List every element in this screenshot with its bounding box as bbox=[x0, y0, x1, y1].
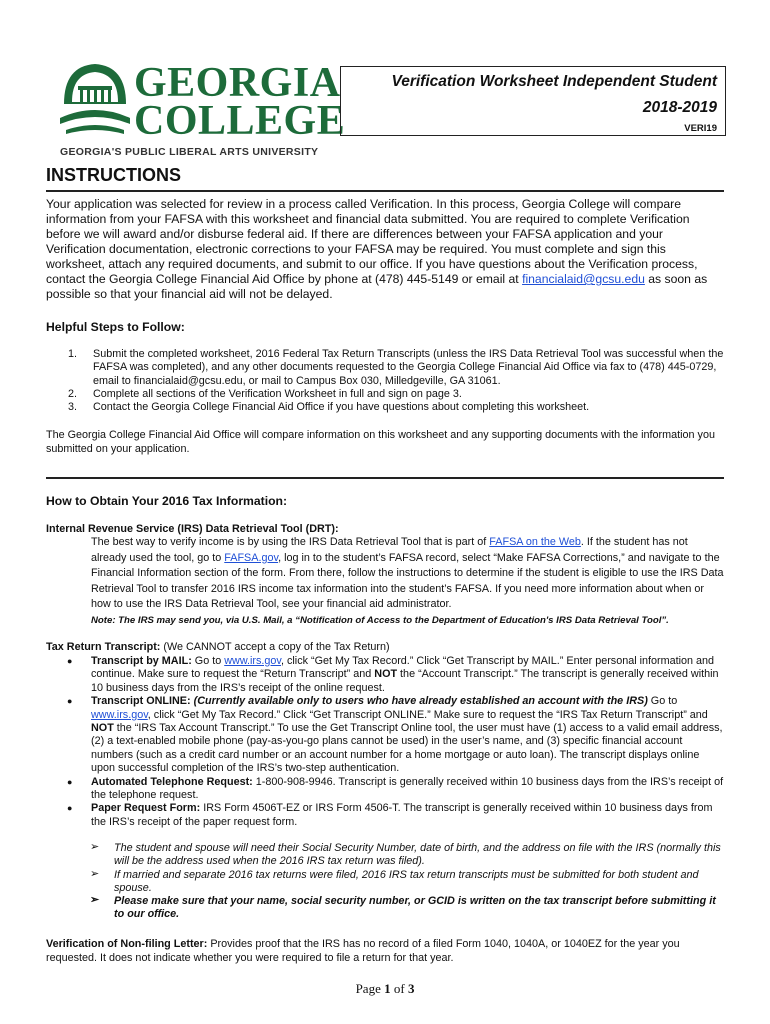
helpful-steps-heading: Helpful Steps to Follow: bbox=[46, 320, 185, 334]
arrow-bullet-icon: ➢ bbox=[90, 894, 100, 907]
arrow-bullet-icon: ➢ bbox=[90, 867, 100, 880]
nonfiling-text: Provides proof that the IRS has no record of a filed Form 1040, 1040A, or 1040EZ for the year you requested. It does not indicate whether you were required to file a return for that year. bbox=[46, 938, 680, 964]
financial-aid-email-link[interactable]: financialaid@gcsu.edu bbox=[522, 272, 645, 286]
nonfiling-paragraph bbox=[46, 937, 724, 965]
step-text: Submit the completed worksheet, 2016 Federal Tax Return Transcripts (unless the IRS Data Retrieval Tool was successful when the FAFSA was completed), and any other documents requested to the Georgia College Financial Aid Office via fax to (478) 445-0729, email to financialaid@gcsu.edu, or mail to Campus Box 030, Milledgeville, GA 31061. bbox=[93, 348, 724, 387]
transcript-heading: Tax Return Transcript: bbox=[46, 641, 161, 653]
fafsa-on-the-web-link[interactable]: FAFSA on the Web bbox=[489, 536, 581, 548]
form-code: VERI19 bbox=[684, 123, 717, 134]
list-item bbox=[46, 388, 726, 401]
step-number: 1. bbox=[68, 348, 78, 360]
list-item bbox=[46, 802, 726, 829]
bullet-text: 1-800-908-9946. Transcript is generally received within 10 business days from the IRS’s receipt of the telephone request. bbox=[91, 775, 724, 802]
bullet-text: , click “Get My Tax Record.” Click “Get Transcript ONLINE.” Make sure to request the “IRS Tax Return Transcript” and bbox=[147, 708, 708, 721]
list-item bbox=[46, 655, 726, 695]
bullet-text: the “Account Transcript.” The transcript is generally received within 10 business days from the IRS’s receipt of the online request. bbox=[91, 668, 719, 694]
step-text: Complete all sections of the Verification Worksheet in full and sign on page 3. bbox=[93, 387, 462, 400]
arrow-bullet-icon: ➢ bbox=[90, 841, 100, 853]
irs-gov-link[interactable]: www.irs.gov bbox=[91, 708, 148, 721]
tax-info-heading: How to Obtain Your 2016 Tax Information: bbox=[46, 494, 288, 508]
logo-tagline: GEORGIA'S PUBLIC LIBERAL ARTS UNIVERSITY bbox=[60, 146, 319, 158]
logo-line-2: COLLEGE bbox=[134, 98, 346, 144]
note-text: The student and spouse will need their Social Security Number, date of birth, and the address on file with the IRS (normally this will be the address used when the 2016 IRS tax return was filed). bbox=[114, 842, 721, 868]
bullet-icon: ● bbox=[67, 696, 73, 707]
page-of: of bbox=[390, 981, 408, 996]
transcript-subheading: (We CANNOT accept a copy of the Tax Return) bbox=[163, 641, 390, 653]
logo-line-1: GEORGIA bbox=[134, 60, 341, 106]
drt-heading: Internal Revenue Service (IRS) Data Retrieval Tool (DRT): bbox=[46, 523, 339, 535]
bullet-icon: ● bbox=[67, 656, 73, 666]
transcript-notes-list bbox=[46, 842, 726, 922]
list-item bbox=[46, 842, 726, 869]
step-number: 3. bbox=[68, 401, 78, 414]
instructions-heading: INSTRUCTIONS bbox=[46, 165, 181, 185]
drt-text-2: . If the student has not already used the tool, go to bbox=[91, 536, 688, 564]
worksheet-title: Verification Worksheet Independent Student bbox=[391, 73, 717, 90]
bullet-emphasis: NOT bbox=[91, 722, 114, 735]
bullet-icon: ● bbox=[67, 776, 73, 787]
worksheet-title-box bbox=[340, 66, 726, 136]
instructions-intro bbox=[46, 197, 724, 302]
drt-note: Note: The IRS may send you, via U.S. Mail, a “Notification of Access to the Department of Education's IRS Data Retrieval Tool”. bbox=[91, 615, 669, 626]
nonfiling-label: Verification of Non-filing Letter: bbox=[46, 938, 208, 950]
drt-text-3: , log in to the student’s FAFSA record, select “Make FAFSA Corrections,” and navigate to the Financial Information section of the form. From there, follow the instructions to determine if the student is eligible to use the IRS Data Retrieval Tool to transfer 2016 IRS income tax information into the student’s FAFSA. If you need more information about when or how to use the IRS Data Retrieval Tool, see your financial aid administrator. bbox=[91, 551, 724, 611]
bullet-label: Transcript by MAIL: bbox=[91, 655, 192, 667]
bullet-text: Go to bbox=[191, 655, 225, 667]
section-divider bbox=[46, 477, 724, 479]
list-item bbox=[46, 348, 726, 388]
intro-text: Your application was selected for review in a process called Verification. In this process, Georgia College will compare information from your FAFSA with this worksheet and financial data submitted. You are required to complete Verification before we will award and/or disburse federal aid. If there are differences between your FAFSA application and your Verification documentation, electronic corrections to your FAFSA may be required. You must complete and sign this worksheet, attach any required documents, and submit to our office. If you have questions about the Verification process, contact the Georgia College Financial Aid Office by phone at (478) 445-5149 or email at bbox=[46, 197, 698, 286]
fafsa-gov-link[interactable]: FAFSA.gov bbox=[224, 551, 279, 564]
page-number bbox=[0, 981, 770, 997]
bullet-icon: ● bbox=[67, 803, 73, 814]
building-emblem-icon bbox=[58, 58, 132, 138]
helpful-steps-list bbox=[46, 348, 726, 414]
transcript-heading-line bbox=[46, 640, 724, 654]
list-item bbox=[46, 695, 726, 775]
bullet-emphasis: (Currently available only to users who have already established an account with the IRS) bbox=[190, 695, 648, 708]
bullet-text: Go to bbox=[647, 695, 678, 708]
bullet-emphasis: NOT bbox=[374, 668, 398, 681]
compare-note: The Georgia College Financial Aid Office will compare information on this worksheet and any supporting documents with the information you submitted on your application. bbox=[46, 429, 715, 455]
transcript-options-list bbox=[46, 655, 726, 829]
bullet-label: Automated Telephone Request: bbox=[91, 775, 253, 788]
bullet-text: IRS Form 4506T-EZ or IRS Form 4506-T. The transcript is generally received within 10 business days from the IRS’s receipt of the paper request form. bbox=[91, 802, 713, 828]
intro-end-text: as soon as possible so that your financial aid will not be delayed. bbox=[46, 272, 708, 301]
list-item bbox=[46, 776, 726, 803]
drt-text-1: The best way to verify income is by using the IRS Data Retrieval Tool that is part of bbox=[91, 536, 490, 548]
list-item bbox=[46, 401, 726, 414]
note-text: If married and separate 2016 tax returns were filed, 2016 IRS tax return transcripts must be submitted for both student and spouse. bbox=[114, 868, 699, 894]
georgia-college-logo bbox=[58, 58, 346, 162]
total-pages: 3 bbox=[407, 981, 415, 996]
award-year: 2018-2019 bbox=[642, 99, 717, 116]
list-item bbox=[46, 869, 726, 896]
bullet-text: , click “Get My Tax Record.” Click “Get Transcript by MAIL.” Enter personal information and continue. Make sure to request the “Return Transcript” and bbox=[91, 655, 715, 681]
step-text: Contact the Georgia College Financial Aid Office if you have questions about completing this worksheet. bbox=[93, 401, 590, 414]
bullet-text: the “IRS Tax Account Transcript.” To use the Get Transcript Online tool, the user must have (1) access to a valid email address, (2) a text-enabled mobile phone (pay-as-you-go plans cannot be used) in the user’s name, and (3) specific financial account numbers (such as a credit card number or an account number for a home mortgage or auto loan). The transcript displays online upon successful completion of the IRS’s two-step authentication. bbox=[91, 722, 723, 775]
page-prefix: Page bbox=[355, 981, 385, 996]
bullet-label: Paper Request Form: bbox=[91, 802, 201, 815]
step-number: 2. bbox=[68, 387, 78, 400]
bullet-label: Transcript ONLINE: bbox=[91, 695, 191, 708]
current-page: 1 bbox=[384, 981, 391, 996]
heading-divider bbox=[46, 190, 724, 192]
list-item bbox=[46, 895, 726, 922]
drt-description bbox=[91, 535, 725, 613]
note-text: Please make sure that your name, social security number, or GCID is written on the tax transcript before submitting it to our office. bbox=[114, 895, 716, 921]
irs-gov-link[interactable]: www.irs.gov bbox=[224, 655, 282, 667]
